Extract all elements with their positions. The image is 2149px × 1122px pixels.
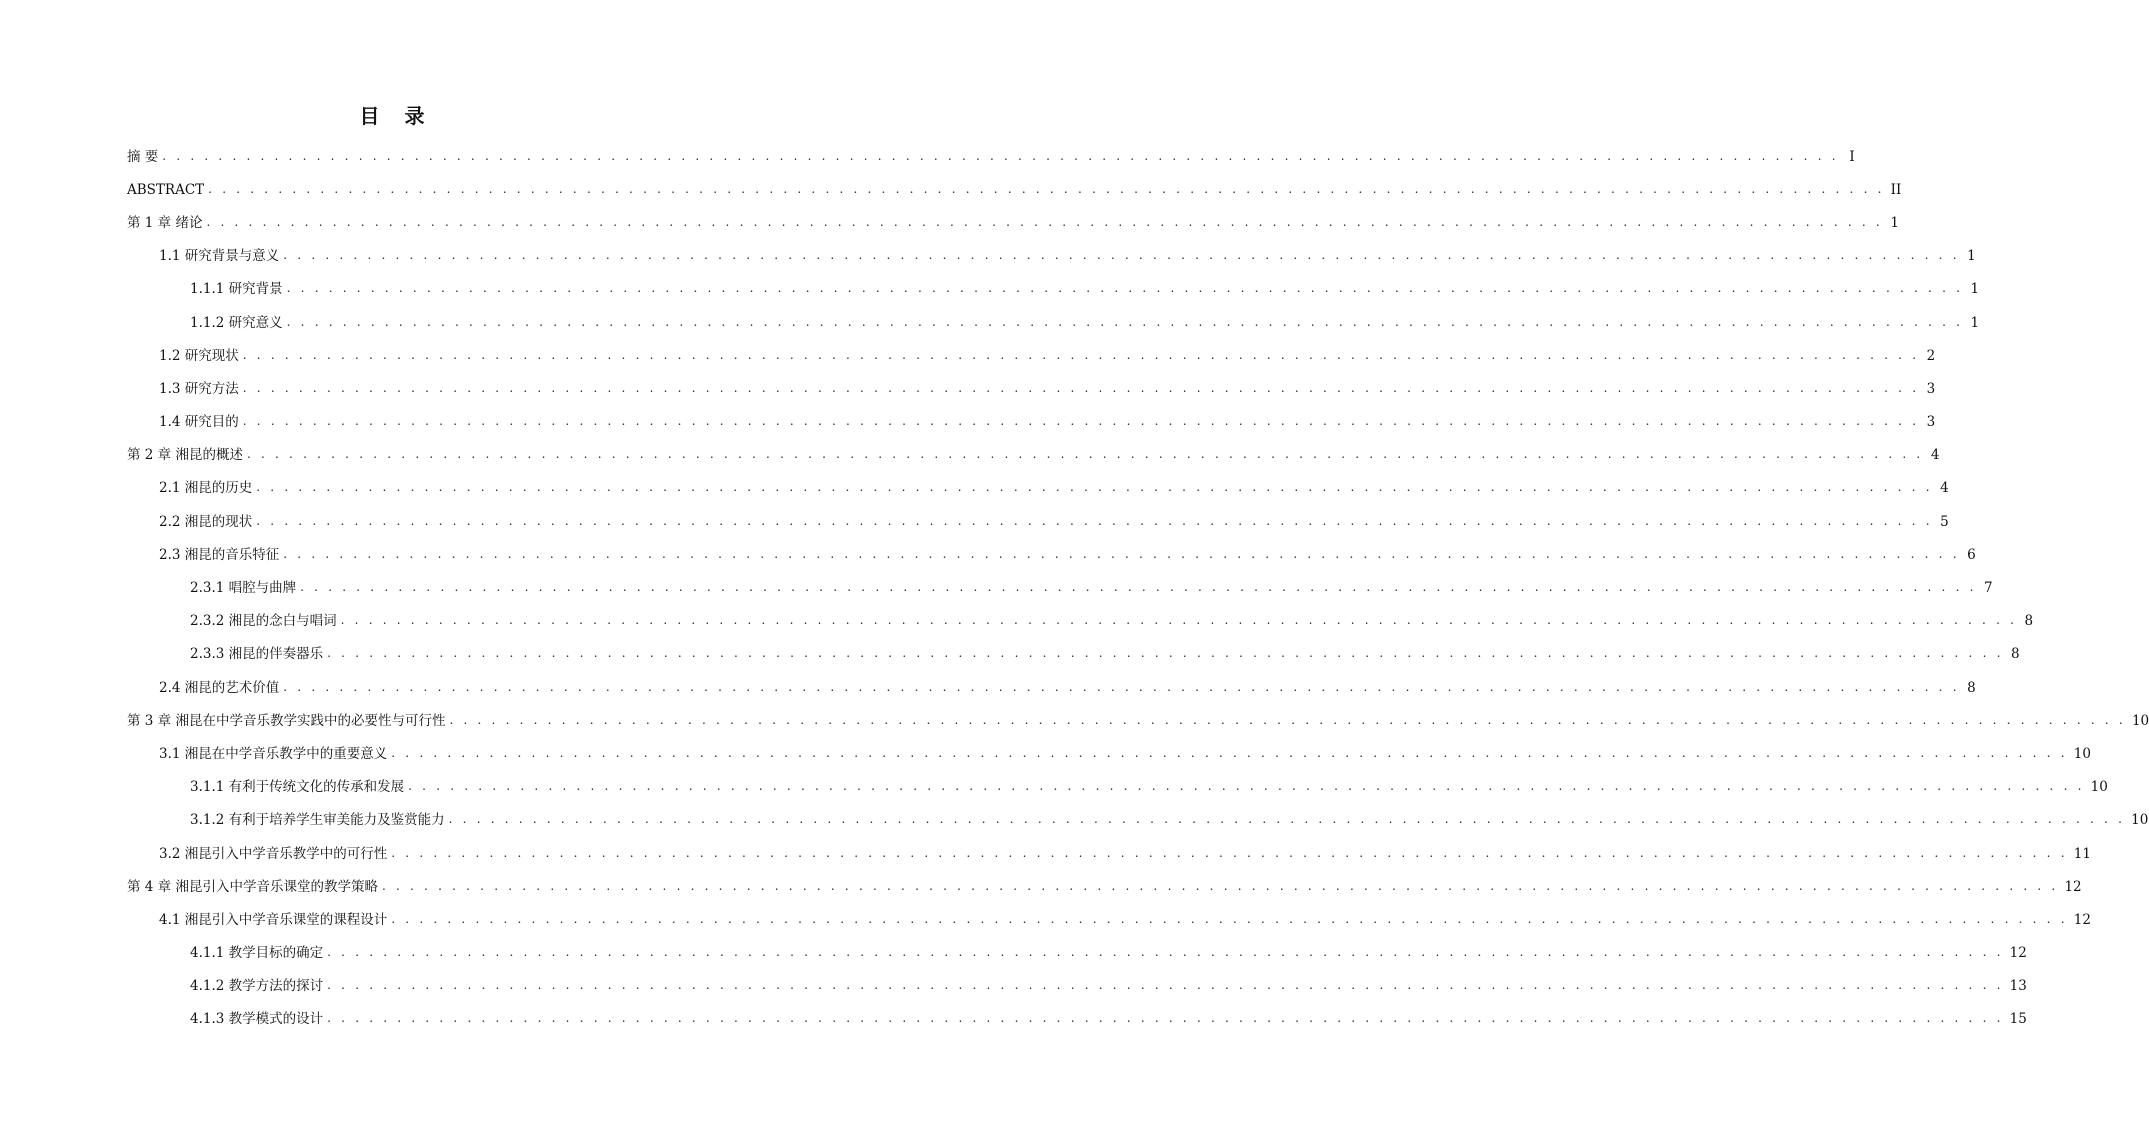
toc-entry[interactable]: [0, 273, 1980, 306]
toc-entry[interactable]: [0, 638, 2020, 671]
toc-page-number: 2: [1926, 347, 1936, 364]
toc-entry[interactable]: [0, 240, 1976, 273]
toc-entry[interactable]: [0, 538, 1976, 571]
toc-entry-text: 2.3.2 湘昆的念白与唱词: [190, 611, 341, 631]
toc-page-number: 1: [1970, 314, 1980, 331]
toc-page-number: I: [1849, 148, 1855, 165]
toc-page-number: 10: [2131, 812, 2149, 829]
toc-entry-text: 3.1.2 有利于培养学生审美能力及鉴赏能力: [190, 810, 449, 830]
toc-entry[interactable]: [0, 970, 2027, 1003]
toc-page-number: 8: [2011, 646, 2020, 663]
toc-page-number: 1: [1967, 248, 1976, 265]
toc-dot-leader: . . . . . . . . . . . . . . . . . . . . . . . . . . . . . . . . . . . . . . . . . . . . . . . . . . . . . . . . . . . . . . . . . . . . . . . . . . . . . . . . . . . . . . . . . . . . . . . . . . . . . . . . . . . . . . . . . . . . . . . .: [206, 214, 1883, 229]
toc-page-number: 10: [2090, 779, 2108, 796]
toc-page-number: 15: [2009, 1011, 2027, 1028]
toc-page-number: 13: [2009, 978, 2027, 995]
toc-dot-leader: . . . . . . . . . . . . . . . . . . . . . . . . . . . . . . . . . . . . . . . . . . . . . . . . . . . . . . . . . . . . . . . . . . . . . . . . . . . . . . . . . . . . . . . . . . . . . . . . . . . . . . . . . . . . . . . . . . . . . . . .: [242, 414, 1920, 429]
toc-entry-text: 1.1 研究背景与意义: [159, 246, 283, 266]
toc-dot-leader: . . . . . . . . . . . . . . . . . . . . . . . . . . . . . . . . . . . . . . . . . . . . . . . . . . . . . . . . . . . . . . . . . . . . . . . . . . . . . . . . . . . . . . . . . . . . . . . . . . . . . . . . . . . . . . . . . . . . . . . .: [283, 679, 1960, 694]
toc-page-number: 12: [2073, 911, 2091, 928]
toc-dot-leader: . . . . . . . . . . . . . . . . . . . . . . . . . . . . . . . . . . . . . . . . . . . . . . . . . . . . . . . . . . . . . . . . . . . . . . . . . . . . . . . . . . . . . . . . . . . . . . . . . . . . . . . . . . . . . . . . . . . . . . . .: [327, 978, 2004, 993]
toc-page-number: II: [1890, 181, 1902, 198]
toc-page-number: 12: [2064, 878, 2082, 895]
toc-entry[interactable]: [0, 173, 1902, 206]
toc-entry-text: 3.1 湘昆在中学音乐教学中的重要意义: [159, 744, 391, 764]
toc-page-number: 11: [2073, 845, 2091, 862]
toc-dot-leader: . . . . . . . . . . . . . . . . . . . . . . . . . . . . . . . . . . . . . . . . . . . . . . . . . . . . . . . . . . . . . . . . . . . . . . . . . . . . . . . . . . . . . . . . . . . . . . . . . . . . . . . . . . . . . . . . . . . . . . . .: [286, 314, 1964, 329]
toc-dot-leader: . . . . . . . . . . . . . . . . . . . . . . . . . . . . . . . . . . . . . . . . . . . . . . . . . . . . . . . . . . . . . . . . . . . . . . . . . . . . . . . . . . . . . . . . . . . . . . . . . . . . . . . . . . . . . . . . . . . . . . . .: [242, 380, 1920, 395]
toc-dot-leader: . . . . . . . . . . . . . . . . . . . . . . . . . . . . . . . . . . . . . . . . . . . . . . . . . . . . . . . . . . . . . . . . . . . . . . . . . . . . . . . . . . . . . . . . . . . . . . . . . . . . . . . . . . . . . . . . . . . . . . . .: [208, 181, 1885, 196]
toc-entry-text: 1.4 研究目的: [159, 412, 243, 432]
toc-entry[interactable]: [0, 870, 2082, 903]
toc-dot-leader: . . . . . . . . . . . . . . . . . . . . . . . . . . . . . . . . . . . . . . . . . . . . . . . . . . . . . . . . . . . . . . . . . . . . . . . . . . . . . . . . . . . . . . . . . . . . . . . . . . . . . . . . . . . . . . . . . . . . . . . .: [448, 812, 2126, 827]
toc-entry[interactable]: [0, 571, 1993, 604]
toc-entry-text: 1.2 研究现状: [159, 346, 243, 366]
toc-page-number: 12: [2009, 945, 2027, 962]
toc-entry[interactable]: [0, 903, 2091, 936]
toc-dot-leader: . . . . . . . . . . . . . . . . . . . . . . . . . . . . . . . . . . . . . . . . . . . . . . . . . . . . . . . . . . . . . . . . . . . . . . . . . . . . . . . . . . . . . . . . . . . . . . . . . . . . . . . . . . . . . . . . . . . . . . . .: [391, 911, 2068, 926]
toc-entry-text: 4.1.2 教学方法的探讨: [190, 976, 327, 996]
toc-page-number: 8: [1967, 679, 1976, 696]
toc-page-number: 7: [1984, 580, 1993, 597]
toc-entry-text: 4.1.3 教学模式的设计: [190, 1009, 327, 1029]
toc-entry-text: 第 1 章 绪论: [127, 213, 206, 233]
toc-entry-text: 2.3 湘昆的音乐特征: [159, 545, 283, 565]
toc-entry-text: ABSTRACT: [127, 180, 208, 200]
toc-dot-leader: . . . . . . . . . . . . . . . . . . . . . . . . . . . . . . . . . . . . . . . . . . . . . . . . . . . . . . . . . . . . . . . . . . . . . . . . . . . . . . . . . . . . . . . . . . . . . . . . . . . . . . . . . . . . . . . . . . . . . . . .: [162, 148, 1839, 163]
toc-entry-text: 第 3 章 湘昆在中学音乐教学实践中的必要性与可行性: [127, 711, 449, 731]
toc-entry[interactable]: [0, 339, 1936, 372]
toc-entry-text: 2.4 湘昆的艺术价值: [159, 678, 283, 698]
toc-dot-leader: . . . . . . . . . . . . . . . . . . . . . . . . . . . . . . . . . . . . . . . . . . . . . . . . . . . . . . . . . . . . . . . . . . . . . . . . . . . . . . . . . . . . . . . . . . . . . . . . . . . . . . . . . . . . . . . . . . . . . . . .: [381, 878, 2059, 893]
toc-page-number: 3: [1926, 380, 1936, 397]
toc-entry[interactable]: [0, 206, 1899, 239]
toc-page-number: 4: [1930, 447, 1940, 464]
toc-page-number: 10: [2073, 745, 2091, 762]
toc-entry[interactable]: [0, 140, 1855, 173]
toc-dot-leader: . . . . . . . . . . . . . . . . . . . . . . . . . . . . . . . . . . . . . . . . . . . . . . . . . . . . . . . . . . . . . . . . . . . . . . . . . . . . . . . . . . . . . . . . . . . . . . . . . . . . . . . . . . . . . . . . . . . . . . . .: [256, 513, 1933, 528]
toc-entry[interactable]: [0, 505, 1949, 538]
toc-title: 目 录: [359, 104, 434, 128]
toc-page-number: 6: [1967, 546, 1976, 563]
toc-entry[interactable]: [0, 937, 2027, 970]
toc-entry-text: 2.1 湘昆的历史: [159, 478, 256, 498]
toc-dot-leader: . . . . . . . . . . . . . . . . . . . . . . . . . . . . . . . . . . . . . . . . . . . . . . . . . . . . . . . . . . . . . . . . . . . . . . . . . . . . . . . . . . . . . . . . . . . . . . . . . . . . . . . . . . . . . . . . . . . . . . . .: [242, 347, 1920, 362]
toc-dot-leader: . . . . . . . . . . . . . . . . . . . . . . . . . . . . . . . . . . . . . . . . . . . . . . . . . . . . . . . . . . . . . . . . . . . . . . . . . . . . . . . . . . . . . . . . . . . . . . . . . . . . . . . . . . . . . . . . . . . . . . . .: [340, 613, 2018, 628]
toc-dot-leader: . . . . . . . . . . . . . . . . . . . . . . . . . . . . . . . . . . . . . . . . . . . . . . . . . . . . . . . . . . . . . . . . . . . . . . . . . . . . . . . . . . . . . . . . . . . . . . . . . . . . . . . . . . . . . . . . . . . . . . . .: [327, 646, 2004, 661]
toc-entry[interactable]: [0, 671, 1976, 704]
toc-page-number: 3: [1926, 414, 1936, 431]
toc-entry[interactable]: [0, 804, 2149, 837]
toc-page-number: 4: [1940, 480, 1949, 497]
toc-entry-text: 1.1.2 研究意义: [190, 313, 287, 333]
toc-dot-leader: . . . . . . . . . . . . . . . . . . . . . . . . . . . . . . . . . . . . . . . . . . . . . . . . . . . . . . . . . . . . . . . . . . . . . . . . . . . . . . . . . . . . . . . . . . . . . . . . . . . . . . . . . . . . . . . . . . . . . . . .: [449, 712, 2126, 727]
toc-entry[interactable]: [0, 472, 1949, 505]
toc-entry[interactable]: [0, 372, 1936, 405]
toc-entry[interactable]: [0, 704, 2149, 737]
toc-entry-text: 2.3.1 唱腔与曲牌: [190, 578, 300, 598]
toc-entry-text: 1.1.1 研究背景: [190, 279, 287, 299]
toc-dot-leader: . . . . . . . . . . . . . . . . . . . . . . . . . . . . . . . . . . . . . . . . . . . . . . . . . . . . . . . . . . . . . . . . . . . . . . . . . . . . . . . . . . . . . . . . . . . . . . . . . . . . . . . . . . . . . . . . . . . . . . . .: [256, 480, 1933, 495]
toc-dot-leader: . . . . . . . . . . . . . . . . . . . . . . . . . . . . . . . . . . . . . . . . . . . . . . . . . . . . . . . . . . . . . . . . . . . . . . . . . . . . . . . . . . . . . . . . . . . . . . . . . . . . . . . . . . . . . . . . . . . . . . . .: [283, 546, 1960, 561]
toc-entry-text: 2.2 湘昆的现状: [159, 512, 256, 532]
toc-entry-text: 3.1.1 有利于传统文化的传承和发展: [190, 777, 408, 797]
toc-dot-leader: . . . . . . . . . . . . . . . . . . . . . . . . . . . . . . . . . . . . . . . . . . . . . . . . . . . . . . . . . . . . . . . . . . . . . . . . . . . . . . . . . . . . . . . . . . . . . . . . . . . . . . . . . . . . . . . . . . . . . . . .: [286, 281, 1964, 296]
toc-entry[interactable]: [0, 1003, 2027, 1036]
toc-list: [0, 140, 2149, 1036]
toc-entry-text: 摘 要: [127, 147, 162, 167]
toc-page-number: 1: [1970, 281, 1980, 298]
toc-entry-text: 第 2 章 湘昆的概述: [127, 445, 247, 465]
toc-dot-leader: . . . . . . . . . . . . . . . . . . . . . . . . . . . . . . . . . . . . . . . . . . . . . . . . . . . . . . . . . . . . . . . . . . . . . . . . . . . . . . . . . . . . . . . . . . . . . . . . . . . . . . . . . . . . . . . . . . . . . . . .: [327, 1011, 2004, 1026]
toc-dot-leader: . . . . . . . . . . . . . . . . . . . . . . . . . . . . . . . . . . . . . . . . . . . . . . . . . . . . . . . . . . . . . . . . . . . . . . . . . . . . . . . . . . . . . . . . . . . . . . . . . . . . . . . . . . . . . . . . . . . . . . . .: [283, 248, 1960, 263]
toc-entry[interactable]: [0, 837, 2091, 870]
toc-dot-leader: . . . . . . . . . . . . . . . . . . . . . . . . . . . . . . . . . . . . . . . . . . . . . . . . . . . . . . . . . . . . . . . . . . . . . . . . . . . . . . . . . . . . . . . . . . . . . . . . . . . . . . . . . . . . . . . . . . . . . . . .: [408, 779, 2085, 794]
toc-entry[interactable]: [0, 406, 1936, 439]
toc-dot-leader: . . . . . . . . . . . . . . . . . . . . . . . . . . . . . . . . . . . . . . . . . . . . . . . . . . . . . . . . . . . . . . . . . . . . . . . . . . . . . . . . . . . . . . . . . . . . . . . . . . . . . . . . . . . . . . . . . . . . . . . .: [300, 580, 1977, 595]
toc-page-number: 1: [1890, 214, 1899, 231]
toc-entry[interactable]: [0, 737, 2091, 770]
toc-entry-text: 4.1 湘昆引入中学音乐课堂的课程设计: [159, 910, 391, 930]
toc-page-number: 8: [2024, 613, 2034, 630]
toc-entry[interactable]: [0, 439, 1940, 472]
toc-entry-text: 3.2 湘昆引入中学音乐教学中的可行性: [159, 844, 391, 864]
toc-entry[interactable]: [0, 306, 1980, 339]
toc-entry-text: 4.1.1 教学目标的确定: [190, 943, 327, 963]
toc-dot-leader: . . . . . . . . . . . . . . . . . . . . . . . . . . . . . . . . . . . . . . . . . . . . . . . . . . . . . . . . . . . . . . . . . . . . . . . . . . . . . . . . . . . . . . . . . . . . . . . . . . . . . . . . . . . . . . . . . . . . . . . .: [246, 447, 1924, 462]
toc-dot-leader: . . . . . . . . . . . . . . . . . . . . . . . . . . . . . . . . . . . . . . . . . . . . . . . . . . . . . . . . . . . . . . . . . . . . . . . . . . . . . . . . . . . . . . . . . . . . . . . . . . . . . . . . . . . . . . . . . . . . . . . .: [391, 845, 2068, 860]
toc-entry-text: 第 4 章 湘昆引入中学音乐课堂的教学策略: [127, 877, 382, 897]
toc-entry-text: 2.3.3 湘昆的伴奏器乐: [190, 644, 327, 664]
toc-page-number: 5: [1940, 513, 1949, 530]
toc-entry[interactable]: [0, 771, 2108, 804]
toc-page-number: 10: [2131, 712, 2149, 729]
toc-entry-text: 1.3 研究方法: [159, 379, 243, 399]
toc-dot-leader: . . . . . . . . . . . . . . . . . . . . . . . . . . . . . . . . . . . . . . . . . . . . . . . . . . . . . . . . . . . . . . . . . . . . . . . . . . . . . . . . . . . . . . . . . . . . . . . . . . . . . . . . . . . . . . . . . . . . . . . .: [391, 745, 2068, 760]
toc-dot-leader: . . . . . . . . . . . . . . . . . . . . . . . . . . . . . . . . . . . . . . . . . . . . . . . . . . . . . . . . . . . . . . . . . . . . . . . . . . . . . . . . . . . . . . . . . . . . . . . . . . . . . . . . . . . . . . . . . . . . . . . .: [327, 945, 2004, 960]
toc-entry[interactable]: [0, 605, 2034, 638]
